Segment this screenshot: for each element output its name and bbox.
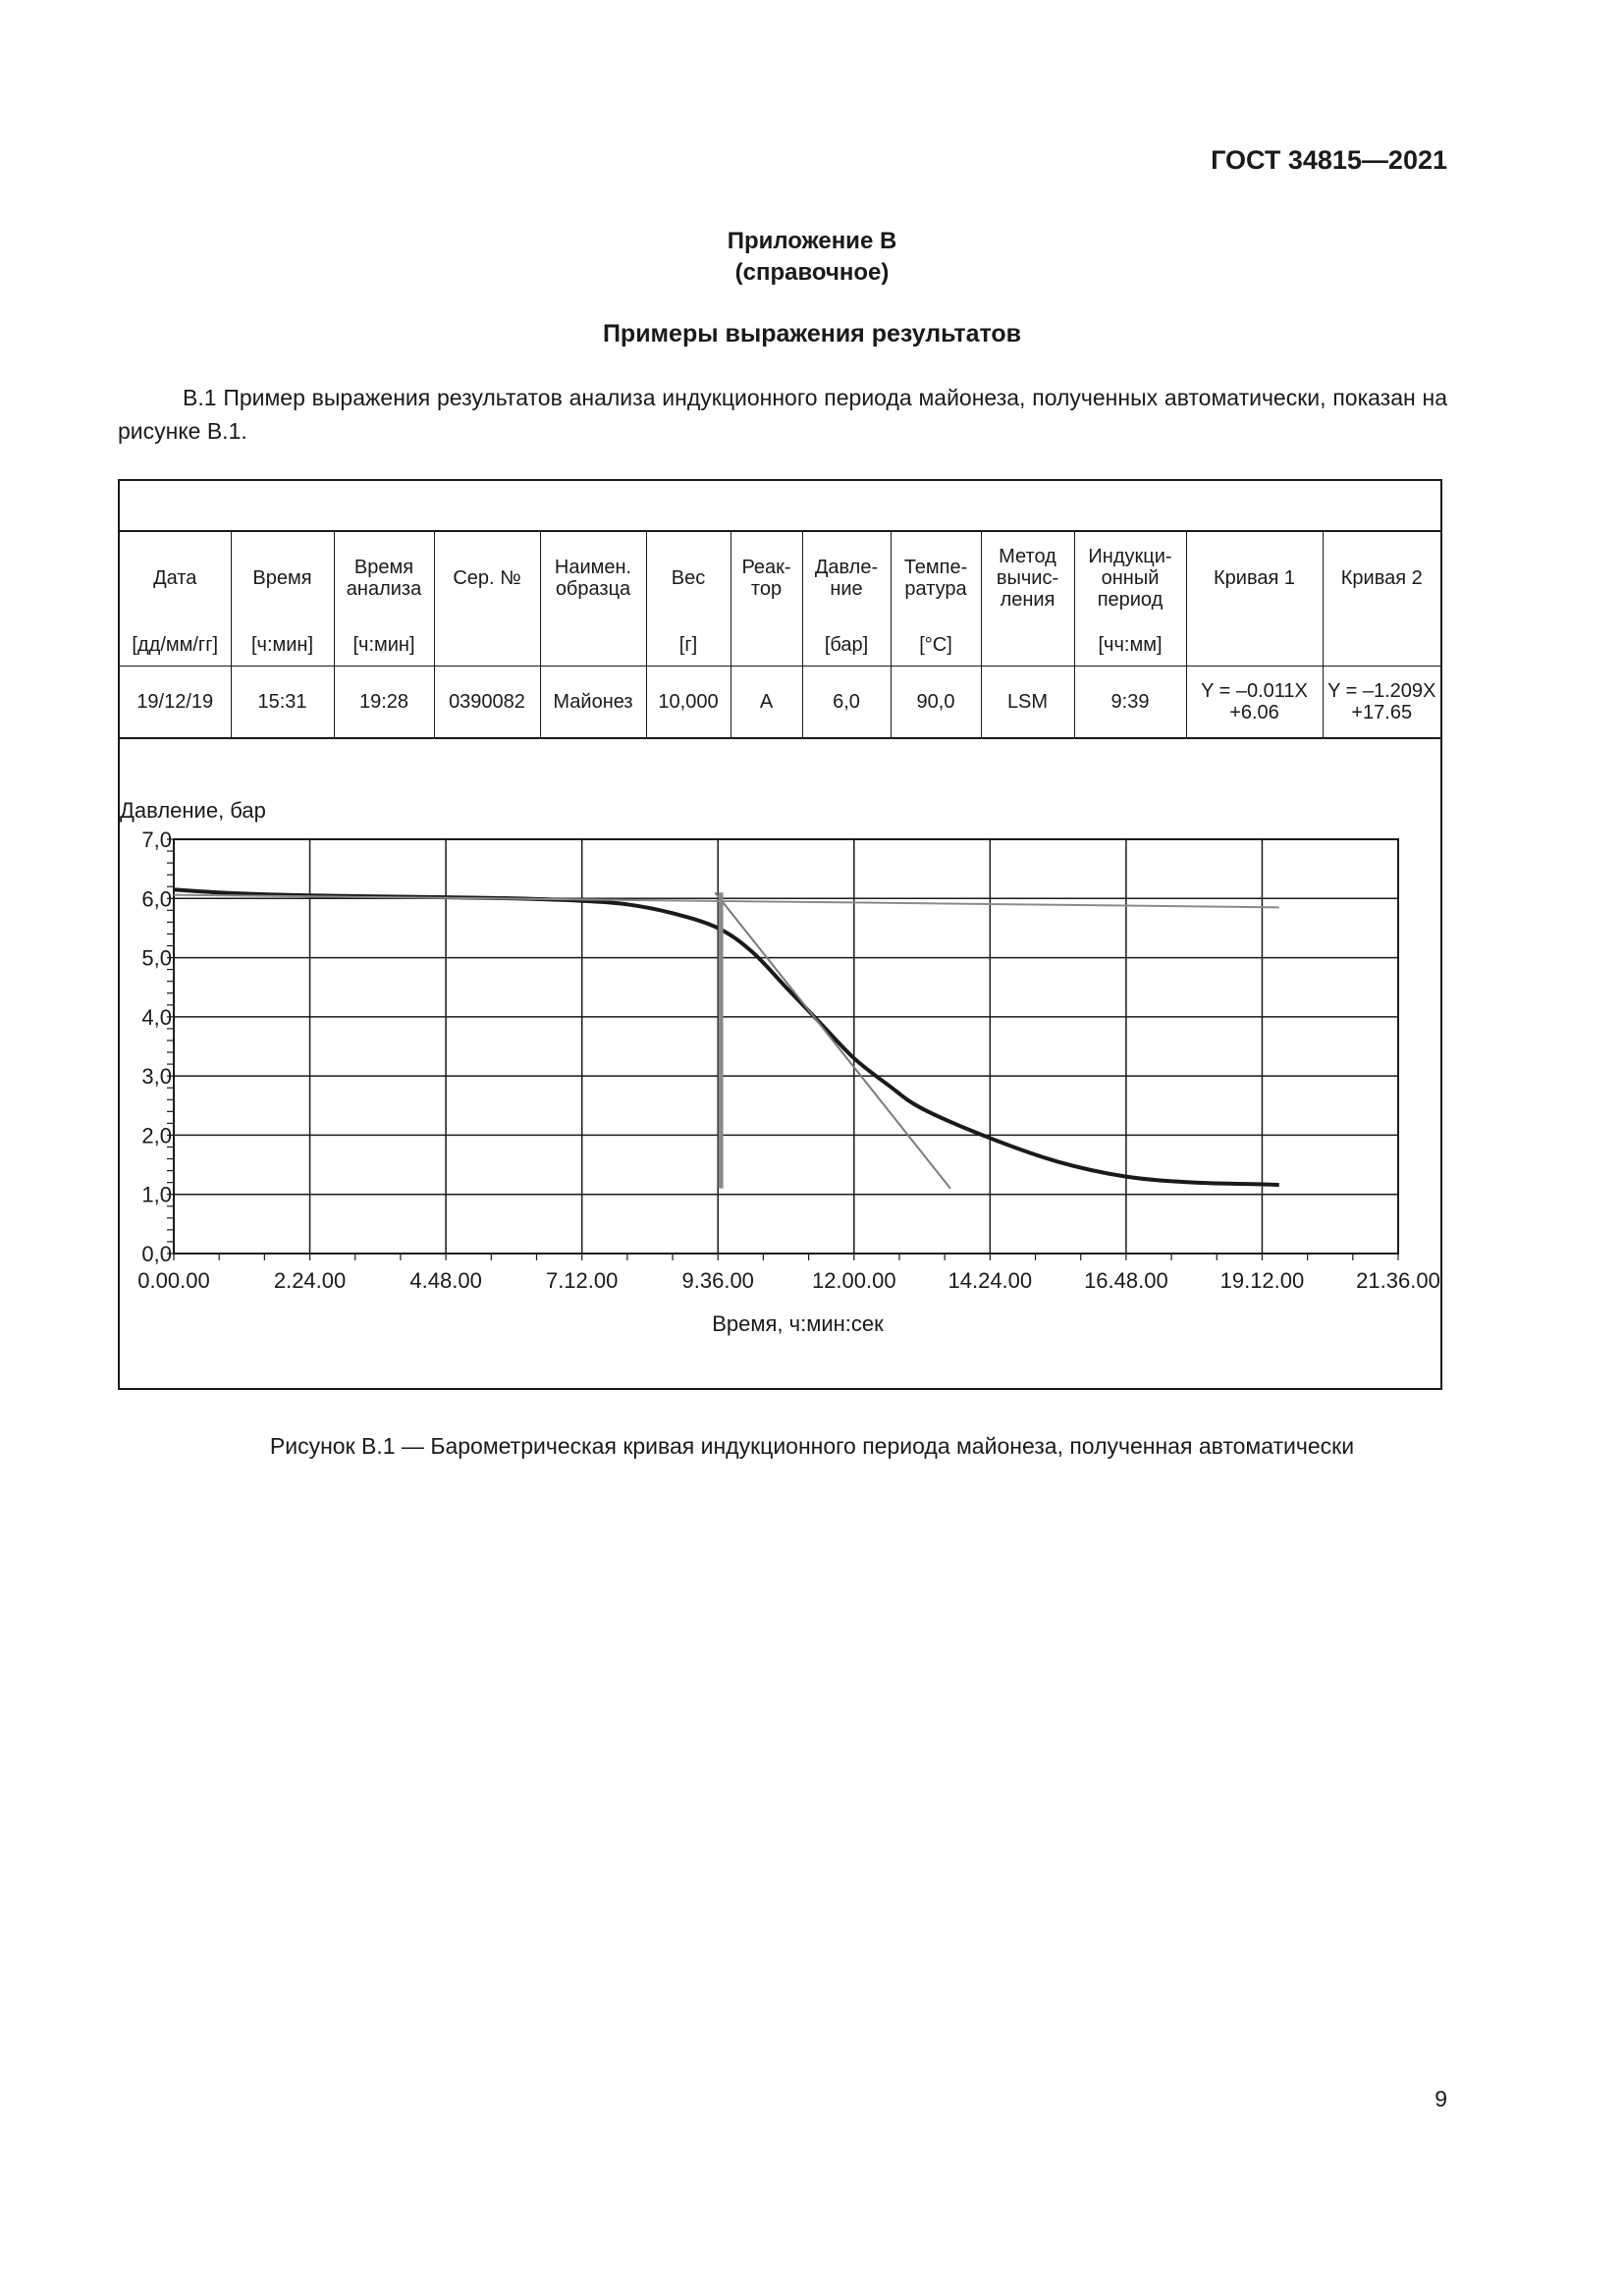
table-unit-cell: [°C] (891, 624, 981, 667)
y-tick-label: 2,0 (141, 1123, 172, 1148)
x-tick-label: 12.00.00 (811, 1268, 896, 1293)
table-value-cell: 10,000 (646, 667, 731, 739)
section-title: Примеры выражения результатов (602, 320, 1022, 347)
x-tick-label: 14.24.00 (947, 1268, 1033, 1293)
table-value-cell: Майонез (540, 667, 646, 739)
table-unit-cell: [дд/мм/гг] (120, 624, 231, 667)
x-axis-label: Время, ч:мин:сек (712, 1311, 884, 1336)
table-value-cell: 19/12/19 (120, 667, 231, 739)
x-tick-label: 2.24.00 (273, 1268, 347, 1293)
x-tick-label: 9.36.00 (681, 1268, 754, 1293)
table-unit-cell: [чч:мм] (1074, 624, 1186, 667)
standard-code: ГОСТ 34815—2021 (1211, 145, 1447, 175)
table-value-cell: 6,0 (802, 667, 891, 739)
x-tick-label: 0.00.00 (137, 1268, 210, 1293)
table-header-cell: Кривая 1 (1186, 531, 1323, 624)
table-header-cell: Индукци- онный период (1074, 531, 1186, 624)
table-value-cell: LSM (981, 667, 1074, 739)
table-value-cell: A (731, 667, 802, 739)
x-tick-label: 4.48.00 (409, 1268, 482, 1293)
table-value-cell: 90,0 (891, 667, 981, 739)
y-axis-label: Давление, бар (120, 798, 266, 823)
table-header-cell: Темпе- ратура (891, 531, 981, 624)
table-header-cell: Время анализа (334, 531, 434, 624)
y-tick-label: 0,0 (141, 1242, 172, 1266)
figure-caption: Рисунок В.1 — Барометрическая кривая индукционного периода майонеза, полученная автоматически (269, 1433, 1355, 1459)
table-header-cell: Время (231, 531, 334, 624)
y-tick-label: 5,0 (141, 945, 172, 971)
table-header-cell: Реак- тор (731, 531, 802, 624)
table-header-cell: Метод вычис- ления (981, 531, 1074, 624)
y-tick-label: 7,0 (141, 828, 172, 852)
body-paragraph: В.1 Пример выражения результатов анализа индукционного периода майонеза, полученных автоматически, показан на рисунке В.1. (118, 385, 1447, 444)
y-tick-label: 6,0 (141, 886, 172, 912)
table-unit-cell: [бар] (802, 624, 891, 667)
table-value-cell: Y = –0.011X +6.06 (1186, 667, 1323, 739)
table-value-cell: Y = –1.209X +17.65 (1323, 667, 1440, 739)
table-value-cell: 0390082 (434, 667, 540, 739)
y-tick-label: 3,0 (141, 1064, 172, 1090)
series-line-1 (174, 889, 1279, 1185)
y-tick-label: 4,0 (141, 1004, 172, 1030)
x-tick-label: 19.12.00 (1219, 1268, 1305, 1293)
table-unit-cell: [г] (646, 624, 731, 667)
page-number: 9 (1435, 2086, 1447, 2111)
figure-frame (118, 479, 1442, 1390)
series-line-3 (715, 892, 950, 1188)
x-tick-label: 7.12.00 (545, 1268, 619, 1293)
table-header-cell: Давле- ние (802, 531, 891, 624)
appendix-heading (0, 226, 1624, 289)
table-unit-cell: [ч:мин] (231, 624, 334, 667)
appendix-subtitle: (справочное) (734, 259, 890, 286)
pressure-chart (120, 481, 1440, 1388)
x-tick-label: 16.48.00 (1084, 1268, 1168, 1293)
table-unit-cell: [ч:мин] (334, 624, 434, 667)
table-header-cell: Дата (120, 531, 231, 624)
table-value-cell: 19:28 (334, 667, 434, 739)
table-header-cell: Вес (646, 531, 731, 624)
table-header-cell: Наимен. образца (540, 531, 646, 624)
table-header-cell: Кривая 2 (1323, 531, 1440, 624)
table-value-cell: 15:31 (231, 667, 334, 739)
table-value-cell: 9:39 (1074, 667, 1186, 739)
table-header-cell: Сер. № (434, 531, 540, 624)
x-tick-label: 21.36.00 (1356, 1268, 1440, 1293)
appendix-title: Приложение В (727, 228, 897, 254)
y-tick-label: 1,0 (141, 1182, 172, 1207)
